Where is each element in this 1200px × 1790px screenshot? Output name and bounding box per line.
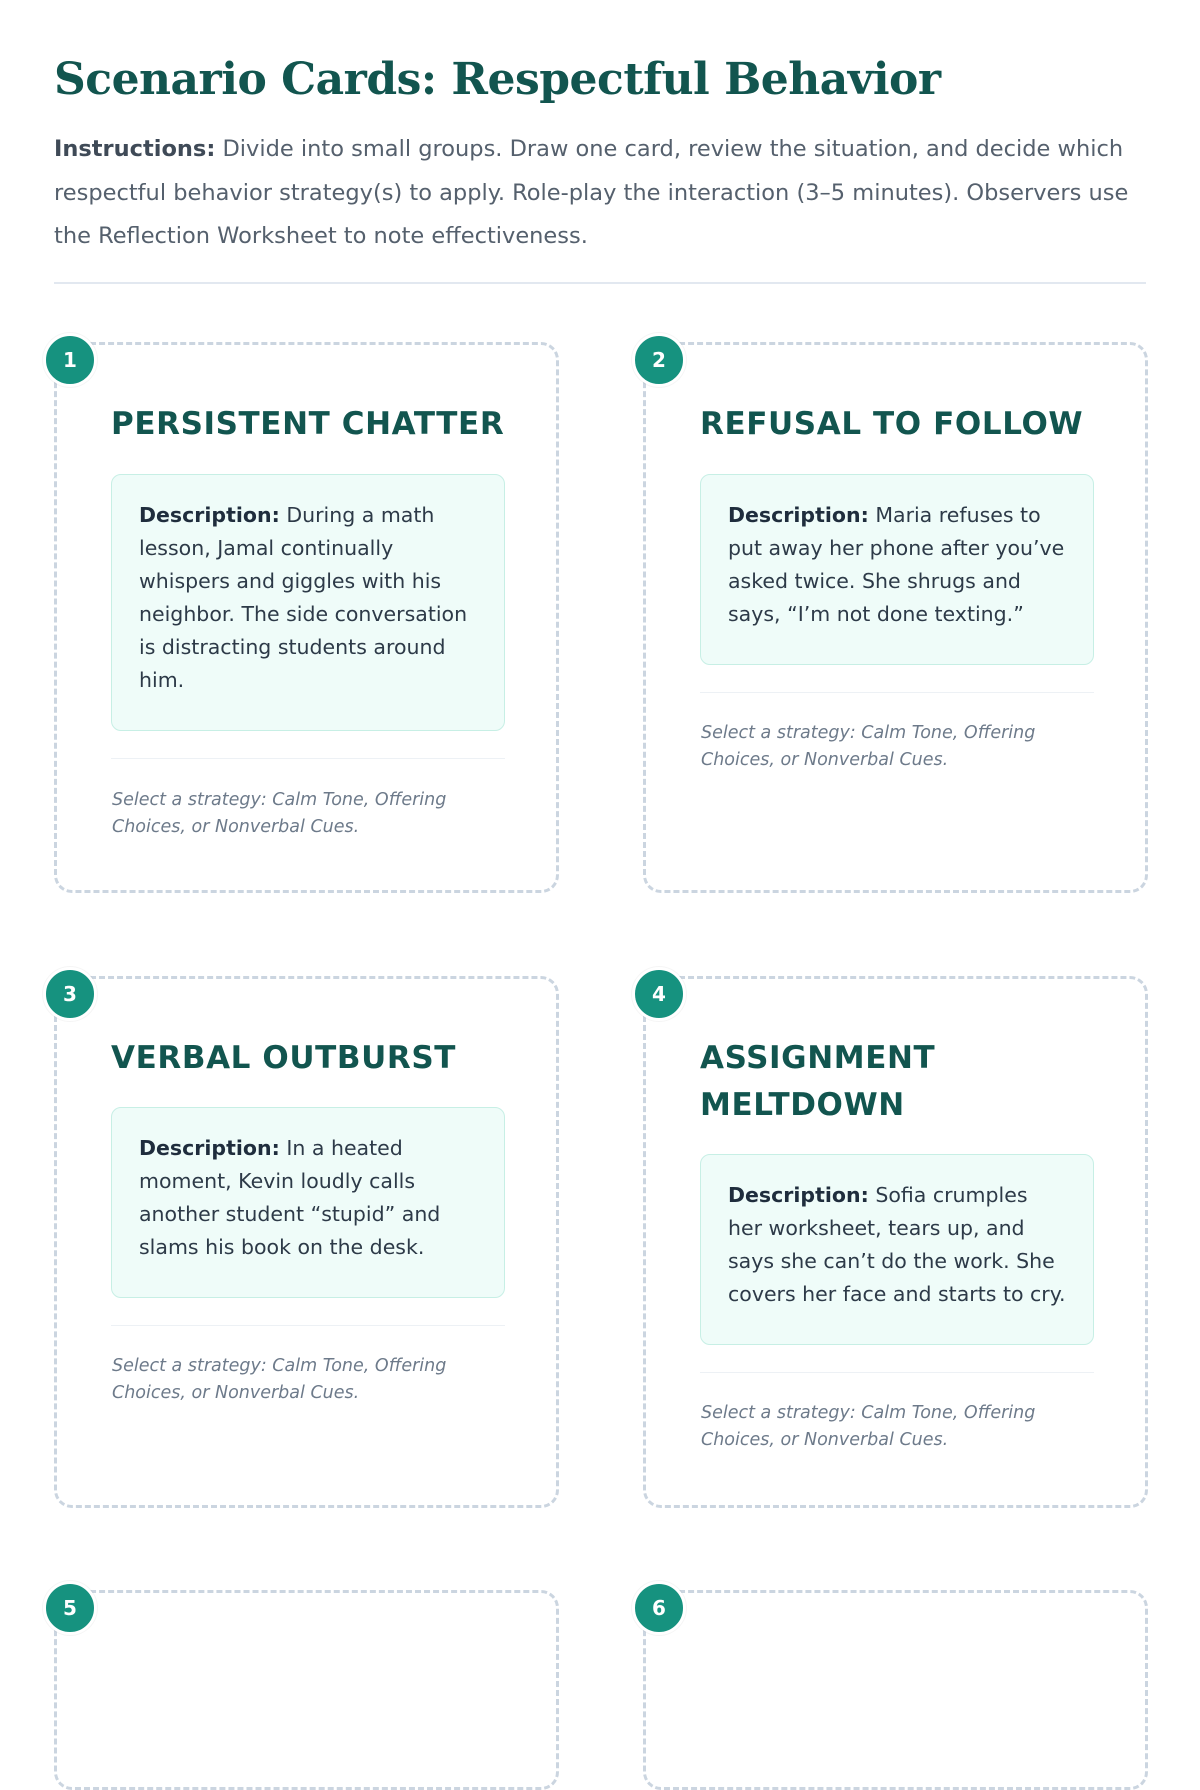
card-number-badge: 6 (632, 1581, 686, 1635)
scenario-card (54, 976, 559, 1508)
scenario-card (54, 1590, 559, 1790)
card-description (700, 474, 1094, 665)
strategy-hint: Select a strategy: Calm Tone, Offering Choices, or Nonverbal Cues. (701, 723, 1036, 770)
card-separator (111, 1325, 505, 1326)
card-separator (700, 1372, 1094, 1373)
description-text: Maria refuses to put away her phone after you’ve asked twice. She shrugs and says, “I’m not done texting.” (728, 503, 1065, 626)
instructions (54, 128, 1146, 259)
description-label: Description: (139, 503, 280, 527)
card-description (111, 474, 505, 731)
description-label: Description: (728, 503, 869, 527)
card-number-badge: 2 (632, 333, 686, 387)
card-number-badge: 5 (43, 1581, 97, 1635)
divider (54, 282, 1146, 284)
card-number-badge: 3 (43, 967, 97, 1021)
scenario-card (643, 1590, 1148, 1790)
page-title: Scenario Cards: Respectful Behavior (54, 54, 941, 105)
strategy-hint: Select a strategy: Calm Tone, Offering Choices, or Nonverbal Cues. (112, 790, 447, 837)
instructions-text: Divide into small groups. Draw one card, review the situation, and decide which respectful behavior strategy(s) to apply. Role-play the interaction (3–5 minutes). Observers use the Reflection Worksheet to note effectiveness. (54, 136, 1129, 249)
card-description (111, 1107, 505, 1298)
scenario-card (54, 342, 559, 893)
instructions-label: Instructions: (54, 136, 216, 162)
card-description (700, 1154, 1094, 1345)
scenario-card (643, 342, 1148, 893)
strategy-hint: Select a strategy: Calm Tone, Offering Choices, or Nonverbal Cues. (701, 1403, 1036, 1450)
card-title: ASSIGNMENT MELTDOWN (700, 1040, 936, 1123)
description-label: Description: (139, 1136, 280, 1160)
card-number-badge: 1 (43, 333, 97, 387)
description-text: Sofia crumples her worksheet, tears up, and says she can’t do the work. She covers her face and starts to cry. (728, 1183, 1066, 1306)
description-text: In a heated moment, Kevin loudly calls another student “stupid” and slams his book on the desk. (139, 1136, 441, 1259)
card-separator (111, 758, 505, 759)
scenario-card (643, 976, 1148, 1508)
description-label: Description: (728, 1183, 869, 1207)
strategy-hint: Select a strategy: Calm Tone, Offering Choices, or Nonverbal Cues. (112, 1356, 447, 1403)
card-number-badge: 4 (632, 967, 686, 1021)
card-title: REFUSAL TO FOLLOW (700, 406, 1084, 442)
description-text: During a math lesson, Jamal continually whispers and giggles with his neighbor. The side conversation is distracting students around him. (139, 503, 468, 692)
card-title: VERBAL OUTBURST (111, 1040, 457, 1076)
card-separator (700, 692, 1094, 693)
card-title: PERSISTENT CHATTER (111, 406, 505, 442)
